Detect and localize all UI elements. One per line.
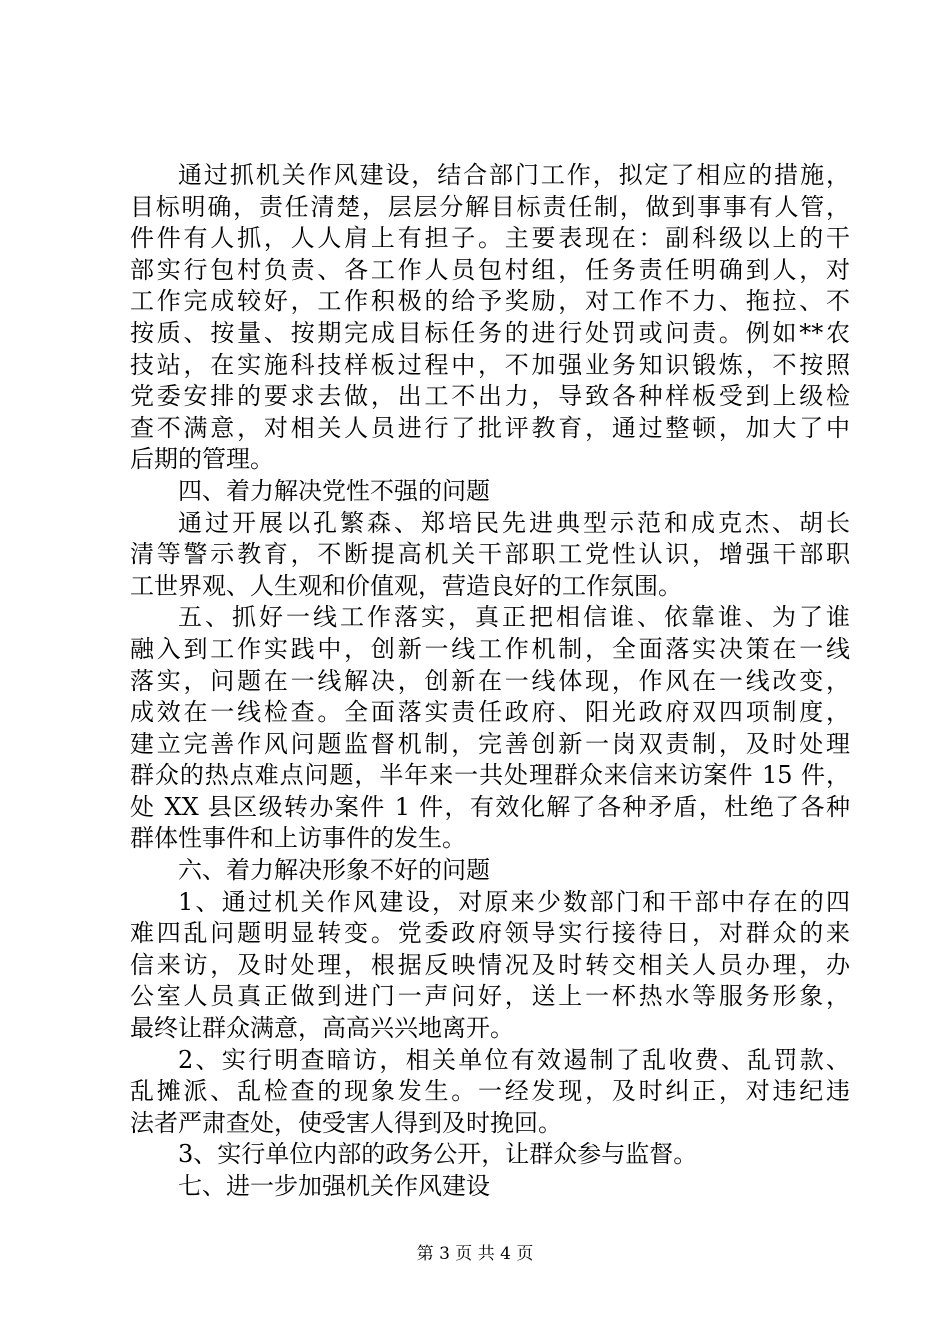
text-line: 通过开展以孔繁森、郑培民先进典型示范和成克杰、胡长 — [178, 508, 850, 537]
text-line: 融入到工作实践中，创新一线工作机制，全面落实决策在一线 — [130, 634, 850, 663]
text-line: 按质、按量、按期完成目标任务的进行处罚或问责。例如**农 — [130, 318, 850, 347]
text-line: 七、进一步加强机关作风建设 — [178, 1172, 490, 1200]
text-line: 最终让群众满意，高高兴兴地离开。 — [130, 1014, 514, 1043]
text-line: 清等警示教育，不断提高机关干部职工党性认识，增强干部职 — [130, 540, 850, 569]
document-body — [130, 160, 850, 1203]
text-line: 建立完善作风问题监督机制，完善创新一岗双责制，及时处理 — [130, 729, 850, 758]
text-line: 信来访，及时处理，根据反映情况及时转交相关人员办理，办 — [130, 950, 850, 979]
text-line: 后期的管理。 — [130, 445, 274, 474]
text-line: 五、抓好一线工作落实，真正把相信谁、依靠谁、为了谁 — [178, 603, 850, 632]
text-line: 难四乱问题明显转变。党委政府领导实行接待日，对群众的来 — [130, 919, 850, 948]
text-line: 1、通过机关作风建设，对原来少数部门和干部中存在的四 — [178, 887, 850, 916]
page-footer: 第 3 页 共 4 页 — [416, 1244, 534, 1264]
text-line: 群体性事件和上访事件的发生。 — [130, 824, 466, 853]
text-line: 党委安排的要求去做，出工不出力，导致各种样板受到上级检 — [130, 382, 850, 411]
text-line: 工世界观、人生观和价值观，营造良好的工作氛围。 — [130, 571, 682, 600]
text-line: 通过抓机关作风建设，结合部门工作，拟定了相应的措施， — [178, 161, 850, 189]
text-line: 落实，问题在一线解决，创新在一线体现，作风在一线改变， — [130, 666, 850, 695]
text-line: 工作完成较好，工作积极的给予奖励，对工作不力、拖拉、不 — [130, 287, 850, 316]
text-line: 目标明确，责任清楚，层层分解目标责任制，做到事事有人管， — [130, 192, 850, 221]
text-line: 成效在一线检查。全面落实责任政府、阳光政府双四项制度， — [130, 698, 850, 727]
text-line: 公室人员真正做到进门一声问好，送上一杯热水等服务形象， — [130, 982, 850, 1011]
text-line: 技站，在实施科技样板过程中，不加强业务知识锻炼，不按照 — [130, 350, 850, 379]
text-line: 四、着力解决党性不强的问题 — [178, 476, 490, 505]
text-line: 3、实行单位内部的政务公开，让群众参与监督。 — [178, 1140, 698, 1169]
text-line: 2、实行明查暗访，相关单位有效遏制了乱收费、乱罚款、 — [178, 1045, 850, 1074]
text-line: 法者严肃查处，使受害人得到及时挽回。 — [130, 1108, 562, 1137]
text-line: 部实行包村负责、各工作人员包村组，任务责任明确到人，对 — [130, 255, 850, 284]
text-line: 群众的热点难点问题，半年来一共处理群众来信来访案件 15 件， — [130, 761, 850, 790]
text-line: 件件有人抓，人人肩上有担子。主要表现在：副科级以上的干 — [130, 224, 850, 253]
text-line: 处 XX 县区级转办案件 1 件，有效化解了各种矛盾，杜绝了各种 — [130, 792, 850, 821]
text-line: 六、着力解决形象不好的问题 — [178, 856, 490, 885]
text-line: 查不满意，对相关人员进行了批评教育，通过整顿，加大了中 — [130, 413, 850, 442]
text-line: 乱摊派、乱检查的现象发生。一经发现，及时纠正，对违纪违 — [130, 1077, 850, 1106]
